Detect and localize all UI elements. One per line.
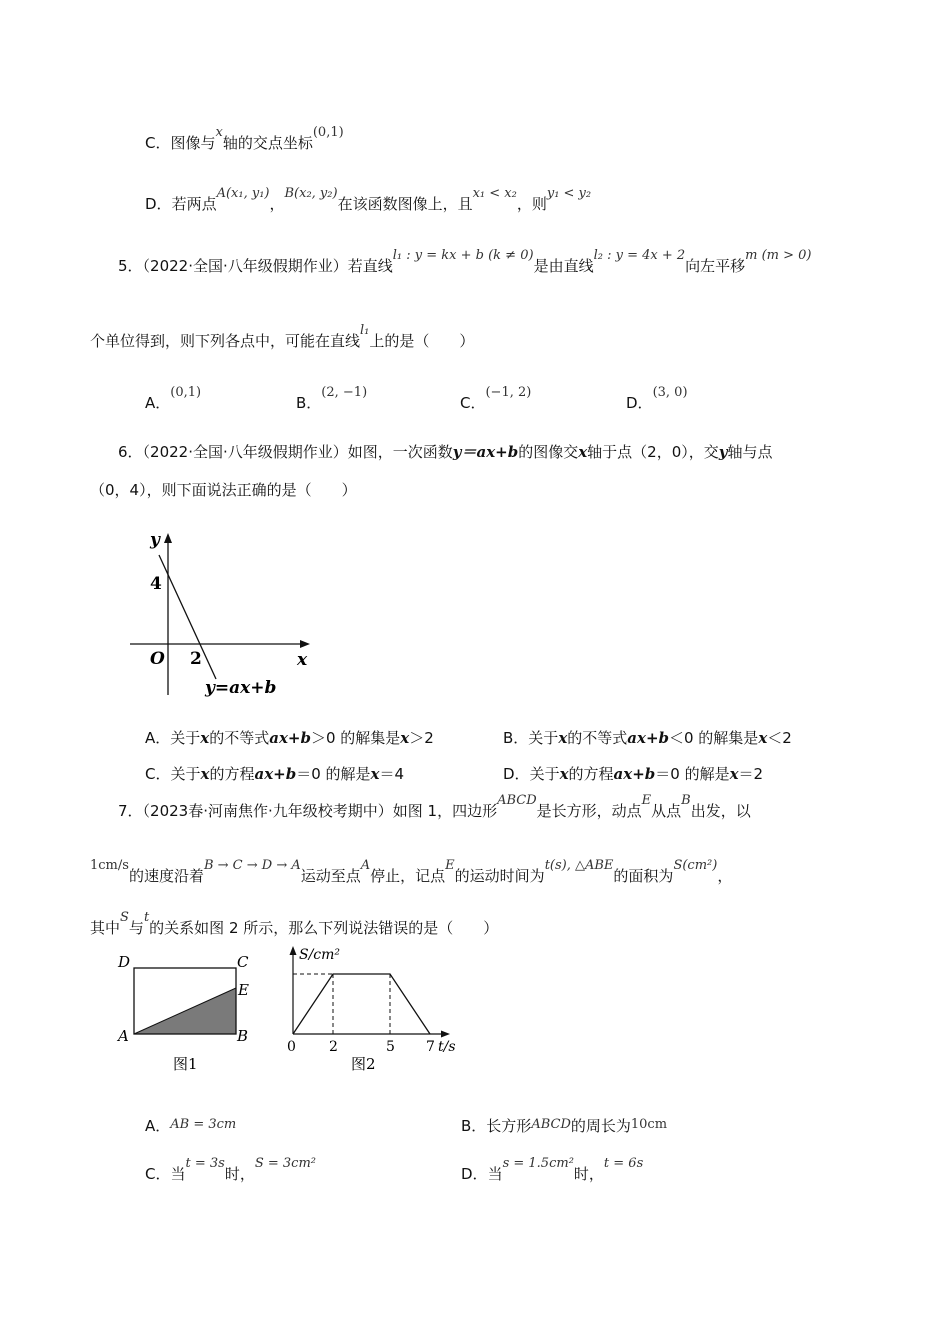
figure-2-caption: 图2 [351, 1055, 376, 1073]
option-text: 时， [573, 1165, 604, 1183]
math-t: t [143, 910, 150, 925]
option-text: 的周长为 [570, 1117, 631, 1135]
math-condition: x₁ < x₂ [472, 186, 517, 201]
question-text: 运动至点 [300, 867, 361, 885]
question-number: 5． [118, 257, 143, 275]
math-point-a: A(x₁, y₁) [216, 186, 270, 201]
question-text: 向左平移 [685, 257, 746, 275]
option-value: (2, −1) [321, 385, 368, 400]
option-text: 时， [224, 1165, 255, 1183]
q7-option-a[interactable] [145, 1115, 236, 1136]
question-text: 上的是（ ） [369, 332, 475, 350]
option-text: ＝0 的解是 [296, 765, 371, 783]
option-math: t = 6s [603, 1156, 644, 1171]
option-label: D． [626, 394, 653, 412]
option-label: C． [145, 765, 171, 783]
math-b: B [681, 793, 691, 808]
option-text: 当 [487, 1165, 503, 1183]
question-text: 与 [128, 919, 144, 937]
math-l1: l₁ [360, 323, 370, 338]
math-line-l1: l₁ : y = kx + b (k ≠ 0) [392, 248, 534, 263]
option-text: 长方形 [486, 1117, 532, 1135]
question-number: 6． [118, 443, 143, 461]
option-value: (−1, 2) [485, 385, 532, 400]
option-math: ABCD [531, 1117, 571, 1132]
var-y: y [718, 443, 728, 461]
option-label: D． [461, 1165, 488, 1183]
vertex-b-label: B [237, 1027, 249, 1045]
q7-figure-2 [275, 940, 470, 1080]
question-text: 个单位得到，则下列各点中，可能在直线 [90, 332, 361, 350]
q5-option-a[interactable] [145, 385, 202, 413]
q7-option-d[interactable] [461, 1156, 644, 1184]
var-x: x [200, 765, 210, 783]
option-math: S = 3cm² [254, 1156, 316, 1171]
option-label: B． [461, 1117, 487, 1135]
option-text: 的不等式 [209, 729, 270, 747]
option-text: ＝4 [379, 765, 404, 783]
option-text: ＜0 的解集是 [669, 729, 759, 747]
var-x: x [559, 765, 569, 783]
option-text: 的方程 [209, 765, 255, 783]
question-text: 是长方形，动点 [536, 802, 642, 820]
q7-option-b[interactable] [461, 1115, 667, 1136]
option-text: 在该函数图像上，且 [337, 195, 473, 213]
option-text: 图像与 [170, 134, 216, 152]
var-x: x [578, 443, 588, 461]
math-e: E [641, 793, 652, 808]
q4-option-c [145, 125, 344, 153]
option-text: ＝0 的解是 [655, 765, 730, 783]
math-s: S(cm²) [673, 858, 718, 873]
point-e-label: E [238, 981, 249, 999]
q6-option-b[interactable] [503, 727, 792, 748]
question-text: 其中 [90, 919, 121, 937]
math-point-b: B(x₂, y₂) [284, 186, 338, 201]
option-label: A． [145, 729, 171, 747]
question-text: 轴于点（2，0），交 [587, 443, 719, 461]
figure-1-caption: 图1 [173, 1055, 198, 1073]
vertex-a-label: A [118, 1027, 129, 1045]
option-value: (0,1) [170, 385, 202, 400]
q6-option-c[interactable] [145, 763, 404, 784]
option-text: ＜2 [767, 729, 792, 747]
var-x: x [729, 765, 739, 783]
s-axis-arrow-icon [290, 946, 297, 955]
y-axis-label: y [150, 530, 160, 550]
question-text: 的关系如图 2 所示，那么下列说法错误的是（ ） [149, 919, 499, 937]
question-text: （2022·全国·八年级假期作业）若直线 [142, 257, 393, 275]
option-text: ， [269, 195, 285, 213]
y-axis-arrow-icon [164, 533, 172, 543]
vertex-d-label: D [118, 953, 131, 971]
x-axis-label: x [297, 650, 308, 670]
option-math: t = 3s [185, 1156, 225, 1171]
question-text: 从点 [651, 802, 682, 820]
q5-stem-line1 [118, 248, 812, 276]
option-text: ＞2 [409, 729, 434, 747]
option-text: ＝2 [738, 765, 764, 783]
question-text: （0，4），则下面说法正确的是（ ） [90, 481, 357, 499]
option-label: D． [145, 195, 172, 213]
q6-option-a[interactable] [145, 727, 434, 748]
option-math: 10cm [630, 1117, 668, 1132]
origin-label: O [150, 649, 165, 669]
tick-label: 5 [386, 1039, 395, 1055]
q7-stem-line2 [90, 858, 733, 886]
var-x: x [370, 765, 380, 783]
option-math: s = 1.5cm² [502, 1156, 574, 1171]
q5-stem-line2 [90, 323, 475, 351]
question-text: 的速度沿着 [128, 867, 204, 885]
q5-option-c[interactable] [460, 385, 532, 413]
q6-graph [120, 525, 320, 705]
tick-label: 7 [426, 1039, 435, 1055]
q6-option-d[interactable] [503, 763, 763, 784]
option-text: 关于 [528, 729, 559, 747]
option-text: ，则 [516, 195, 547, 213]
option-label: B． [503, 729, 529, 747]
question-text: 轴与点 [727, 443, 773, 461]
s-axis-label: S/cm² [299, 947, 341, 963]
option-label: C． [460, 394, 486, 412]
option-text: 若两点 [171, 195, 217, 213]
question-text: （2023春·河南焦作·九年级校考期中）如图 1，四边形 [142, 802, 498, 820]
math-e: E [445, 858, 455, 873]
option-value: (3, 0) [652, 385, 688, 400]
q7-figure-1 [110, 950, 270, 1080]
option-text: ＞0 的解集是 [310, 729, 401, 747]
var-x: x [200, 729, 210, 747]
option-label: B． [296, 394, 322, 412]
x-axis-arrow-icon [300, 640, 310, 648]
option-label: A． [145, 394, 171, 412]
option-label: C． [145, 1165, 171, 1183]
question-text: 的面积为 [613, 867, 674, 885]
math-point: (0,1) [312, 125, 344, 140]
var-x: x [400, 729, 410, 747]
expression: ax+b [269, 729, 311, 747]
t-axis-label: t/s [438, 1039, 456, 1055]
equation: y＝ax+b [452, 443, 519, 461]
option-math: AB = 3cm [170, 1117, 237, 1132]
q5-option-b[interactable] [296, 385, 368, 413]
option-text: 关于 [170, 729, 201, 747]
q6-stem-line2 [90, 479, 357, 500]
option-text: 关于 [170, 765, 201, 783]
x-intercept-label: 2 [190, 649, 202, 669]
option-text: 关于 [529, 765, 560, 783]
var-x: x [558, 729, 568, 747]
option-text: 轴的交点坐标 [222, 134, 313, 152]
math-path: B → C → D → A [203, 858, 301, 873]
q4-option-d [145, 186, 592, 214]
q7-stem-line1 [118, 793, 751, 821]
expression: ax+b [254, 765, 297, 783]
q7-option-c[interactable] [145, 1156, 316, 1184]
t-axis-arrow-icon [441, 1031, 450, 1038]
tick-label: 0 [287, 1039, 296, 1055]
math-line-l2: l₂ : y = 4x + 2 [593, 248, 686, 263]
math-t-abe: t(s), △ABE [544, 858, 614, 873]
s-t-graph [293, 974, 430, 1034]
math-s: S [120, 910, 129, 925]
question-text: 是由直线 [533, 257, 594, 275]
vertex-c-label: C [237, 953, 249, 971]
option-label: C． [145, 134, 171, 152]
y-intercept-label: 4 [150, 574, 162, 594]
option-label: A． [145, 1117, 171, 1135]
function-label: y=ax+b [205, 678, 277, 698]
q6-stem-line1 [118, 441, 773, 462]
question-text: ， [717, 867, 733, 885]
option-text: 当 [170, 1165, 186, 1183]
q5-option-d[interactable] [626, 385, 688, 413]
expression: ax+b [613, 765, 656, 783]
option-label: D． [503, 765, 530, 783]
question-text: 的图像交 [518, 443, 579, 461]
question-number: 7． [118, 802, 143, 820]
question-text: （2022·全国·八年级假期作业）如图，一次函数 [142, 443, 453, 461]
math-var: x [215, 125, 223, 140]
math-result: y₁ < y₂ [546, 186, 592, 201]
tick-label: 2 [329, 1039, 338, 1055]
option-text: 的不等式 [567, 729, 628, 747]
question-text: 出发，以 [690, 802, 751, 820]
math-a: A [360, 858, 371, 873]
math-abcd: ABCD [497, 793, 537, 808]
question-text: 的运动时间为 [454, 867, 545, 885]
var-x: x [758, 729, 768, 747]
math-m: m (m > 0) [745, 248, 812, 263]
expression: ax+b [627, 729, 669, 747]
math-speed: 1cm/s [90, 858, 129, 873]
question-text: 停止，记点 [370, 867, 446, 885]
option-text: 的方程 [568, 765, 614, 783]
q7-stem-line3 [90, 910, 499, 938]
